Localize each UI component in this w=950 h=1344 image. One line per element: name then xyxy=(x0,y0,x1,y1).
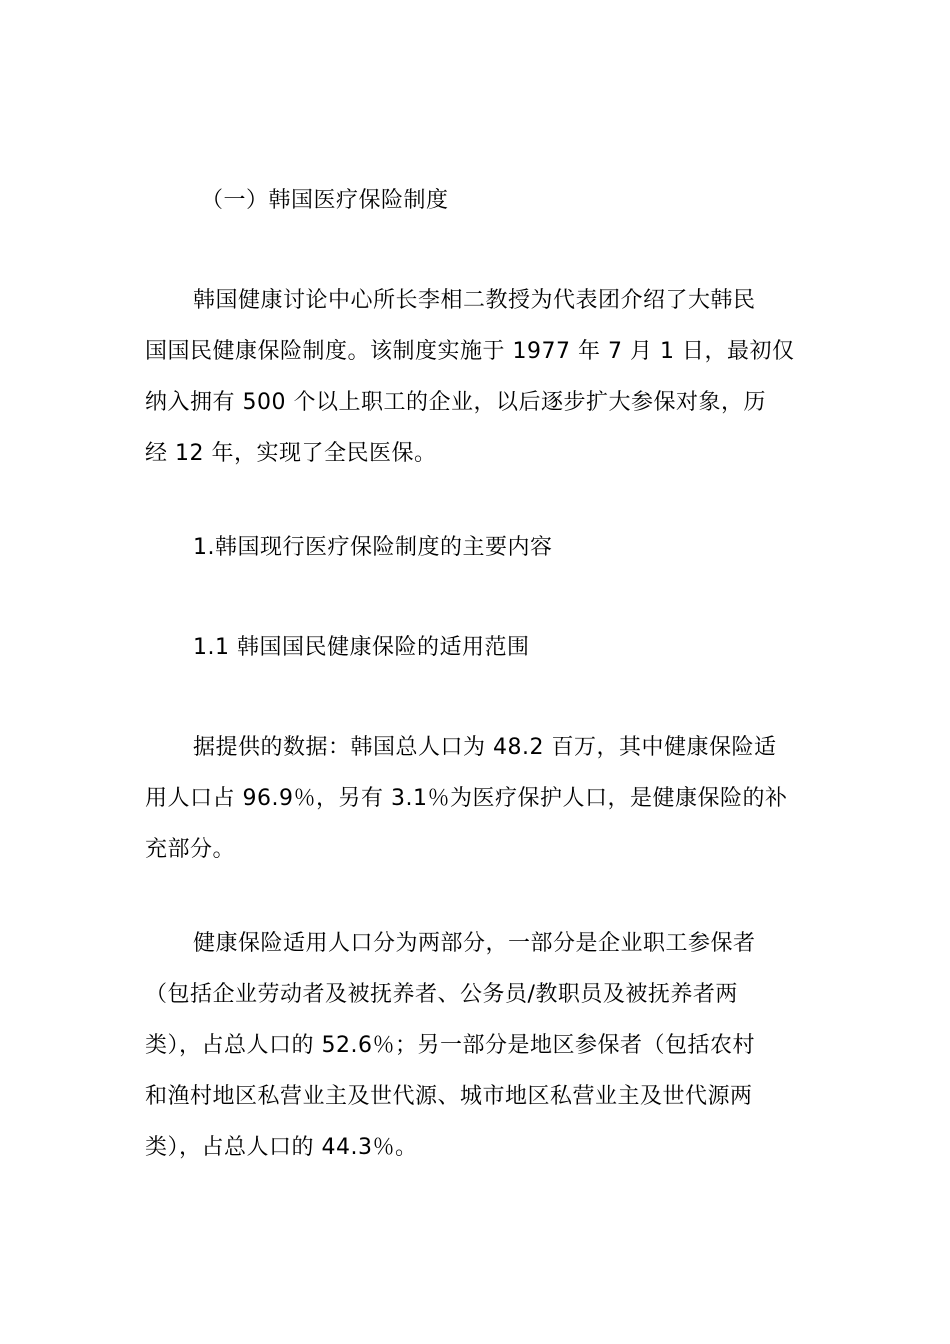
subheading-main-content xyxy=(145,522,855,573)
paragraph-line: （包括企业劳动者及被抚养者、公务员/教职员及被抚养者两 xyxy=(145,982,738,1007)
paragraph-line: 类），占总人口的 52.6％；另一部分是地区参保者（包括农村 xyxy=(145,1033,755,1058)
section-heading xyxy=(145,175,863,226)
paragraph-line: 类），占总人口的 44.3％。 xyxy=(145,1135,418,1160)
subheading-text: 1.韩国现行医疗保险制度的主要内容 xyxy=(193,535,553,560)
paragraph-population-data xyxy=(145,722,807,875)
paragraph-line: 用人口占 96.9％，另有 3.1％为医疗保护人口，是健康保险的补 xyxy=(145,786,788,811)
paragraph-line: 经 12 年，实现了全民医保。 xyxy=(145,441,437,466)
paragraph-line: 纳入拥有 500 个以上职工的企业，以后逐步扩大参保对象，历 xyxy=(145,390,766,415)
paragraph-line: 健康保险适用人口分为两部分，一部分是企业职工参保者 xyxy=(193,931,756,956)
subheading-text: 1.1 韩国国民健康保险的适用范围 xyxy=(193,635,530,660)
paragraph-insured-groups xyxy=(145,918,807,1173)
paragraph-line: 据提供的数据：韩国总人口为 48.2 百万，其中健康保险适 xyxy=(193,735,777,760)
paragraph-line: 国国民健康保险制度。该制度实施于 1977 年 7 月 1 日，最初仅 xyxy=(145,339,795,364)
subheading-scope xyxy=(145,622,855,673)
paragraph-line: 充部分。 xyxy=(145,837,236,862)
paragraph-line: 韩国健康讨论中心所长李相二教授为代表团介绍了大韩民 xyxy=(193,288,756,313)
section-heading-text: （一）韩国医疗保险制度 xyxy=(201,188,449,213)
paragraph-line: 和渔村地区私营业主及世代源、城市地区私营业主及世代源两 xyxy=(145,1084,753,1109)
paragraph-intro xyxy=(145,275,807,479)
